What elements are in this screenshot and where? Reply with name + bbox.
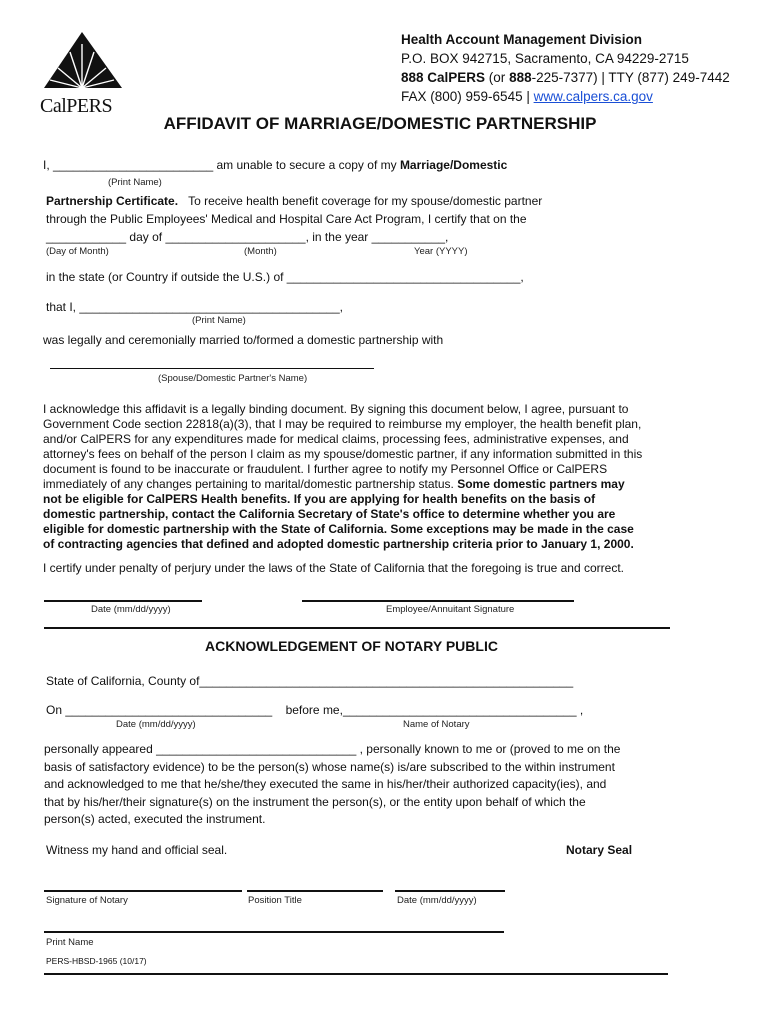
ack-line: and/or CalPERS for any expenditures made for medical claims, processing fees, administrative expenses, and [43,432,629,446]
notary-name-label: Name of Notary [403,719,470,730]
ack-line: attorney's fees on behalf of the person I claim as my spouse/domestic partner, if any information submitted in this [43,447,643,461]
logo-triangle-icon [40,30,125,92]
notary-body-line: personally appeared ______________________________ , personally known to me or (proved to me on the [44,742,621,756]
warning-line: not be eligible for CalPERS Health benefits. If you are applying for health benefits on the basis of [43,492,596,506]
phone-line: 888 CalPERS (or 888-225-7377) | TTY (877) 249-7442 [401,70,730,85]
year-label: Year (YYYY) [414,246,468,257]
affidavit-line-4: ____________ day of _____________________, in the year ___________, [46,230,449,244]
form-id: PERS-HBSD-1965 (10/17) [46,956,147,966]
footer-divider [44,973,668,975]
form-title: AFFIDAVIT OF MARRIAGE/DOMESTIC PARTNERSHIP [163,114,597,133]
notary-signature-line[interactable] [44,890,242,892]
affidavit-line-7: was legally and ceremonially married to/formed a domestic partnership with [43,333,444,347]
ack-line: document is found to be inaccurate or fraudulent. I further agree to notify my Personnel Office or CalPERS [43,462,608,476]
notary-print-name-line[interactable] [44,931,504,933]
affidavit-line-5: in the state (or Country if outside the U.S.) of ___________________________________, [46,270,524,284]
notary-on-line: On _______________________________ before me,___________________________________ , [46,703,584,717]
division-name: Health Account Management Division [401,32,643,47]
acknowledgement-paragraph [43,402,743,552]
notary-body [44,741,744,829]
notary-body-line: and acknowledged to me that he/she/they executed the same in his/her/their authorized capacity(ies), and [44,777,607,791]
notary-date-label: Date (mm/dd/yyyy) [116,719,196,730]
print-name-label-1: (Print Name) [108,177,162,188]
ack-line: Government Code section 22818(a)(3), that I may be required to reimburse my employer, the health benefit plan, [43,417,642,431]
notary-print-name-label: Print Name [46,937,94,948]
calpers-logo [40,30,125,117]
notary-signature-label: Signature of Notary [46,895,128,906]
warning-line: of contracting agencies that defined and adopted domestic partnership criteria prior to January 1, 2000. [43,537,634,551]
notary-seal-label: Notary Seal [566,843,633,857]
notary-date-line[interactable] [395,890,505,892]
website-link[interactable]: www.calpers.ca.gov [533,89,653,104]
section-divider [44,627,670,629]
month-label: (Month) [244,246,277,257]
witness-statement: Witness my hand and official seal. [46,843,228,857]
affidavit-line-3: through the Public Employees' Medical and Hospital Care Act Program, I certify that on the [46,212,527,226]
position-title-label: Position Title [248,895,302,906]
certify-statement: I certify under penalty of perjury under the laws of the State of California that the foregoing is true and correct. [43,561,624,575]
employee-signature-line[interactable] [302,600,574,602]
ack-line: immediately of any changes pertaining to marital/domestic partnership status. Some domestic partners may [43,477,625,491]
notary-date-label-2: Date (mm/dd/yyyy) [397,895,477,906]
header-contact [401,30,730,106]
employee-date-label: Date (mm/dd/yyyy) [91,604,171,615]
fax-line: FAX (800) 959-6545 | www.calpers.ca.gov [401,89,653,104]
spouse-name-label: (Spouse/Domestic Partner's Name) [158,373,308,384]
logo-text: CalPERS [40,95,113,117]
notary-title: ACKNOWLEDGEMENT OF NOTARY PUBLIC [205,638,498,654]
ack-line: I acknowledge this affidavit is a legally binding document. By signing this document below, I agree, pursuant to [43,402,629,416]
notary-state-line: State of California, County of________________________________________________________ [46,674,574,688]
affidavit-line-2: Partnership Certificate. To receive health benefit coverage for my spouse/domestic partner [46,194,543,208]
affidavit-line-6: that I, _______________________________________, [46,300,343,314]
notary-body-line: person(s) acted, executed the instrument. [44,812,266,826]
spouse-name-line[interactable] [50,368,374,369]
employee-date-line[interactable] [44,600,202,602]
warning-line: domestic partnership, contact the California Secretary of State's office to determine whether you are [43,507,616,521]
notary-body-line: basis of satisfactory evidence) to be the person(s) whose name(s) is/are subscribed to the within instrument [44,759,615,774]
position-title-line[interactable] [247,890,383,892]
address: P.O. BOX 942715, Sacramento, CA 94229-2715 [401,51,689,66]
warning-line: eligible for domestic partnership with the State of California. Some exceptions may be made in the case [43,522,634,536]
affidavit-line-1: I, ________________________ am unable to secure a copy of my Marriage/Domestic [43,158,508,172]
print-name-label-2: (Print Name) [192,315,246,326]
day-of-month-label: (Day of Month) [46,246,109,257]
notary-body-line: that by his/her/their signature(s) on the instrument the person(s), or the entity upon behalf of which the [44,794,586,809]
employee-signature-label: Employee/Annuitant Signature [386,604,515,615]
